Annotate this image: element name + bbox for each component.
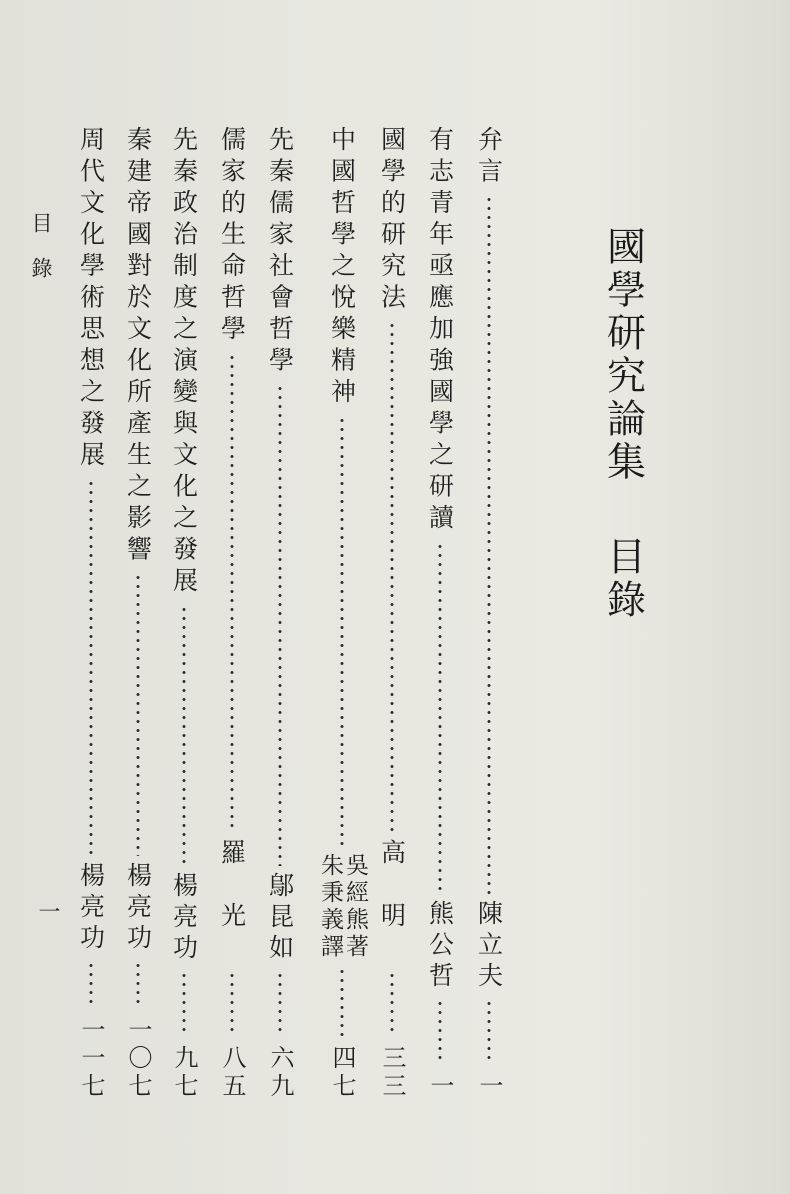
toc-entry-4: [318, 126, 366, 1101]
entry-title: 中國哲學之悅樂精神: [327, 126, 357, 410]
dot-leader: [136, 573, 140, 856]
entry-author: 熊公哲: [425, 900, 455, 993]
dot-leader: [182, 971, 186, 1037]
book-title: 國學研究論集: [600, 226, 646, 484]
dot-leader: [89, 961, 93, 1009]
toc-entry-8: [121, 126, 155, 1101]
dot-leader: [230, 353, 234, 834]
entry-author: 羅光: [217, 839, 247, 965]
entry-author: 楊亮功: [76, 862, 106, 955]
page-number: 一: [35, 900, 60, 922]
entry-author: 陳立夫: [474, 900, 504, 993]
dot-leader: [390, 971, 394, 1037]
entry-author: 吳經熊著: [342, 853, 368, 961]
toc-entry-2: [423, 126, 457, 1101]
toc-entry-1: [472, 126, 506, 1101]
dot-leader: [340, 967, 344, 1037]
entry-title: 弁言: [474, 126, 504, 189]
dot-leader: [182, 605, 186, 867]
title-block: [598, 226, 648, 666]
entry-page: 一一七: [77, 1017, 105, 1101]
toc-entry-5: [263, 126, 297, 1101]
entry-page: 九七: [170, 1045, 198, 1101]
dot-leader: [89, 479, 93, 857]
entry-page: 六九: [266, 1045, 294, 1101]
entry-translator: 朱秉義譯: [317, 853, 343, 961]
toc-entry-9: [74, 126, 108, 1101]
entry-page: 一〇七: [124, 1017, 152, 1101]
entry-page: 一: [426, 1073, 454, 1101]
dot-leader: [278, 384, 282, 866]
entry-title: 先秦政治制度之演變與文化之發展: [169, 126, 199, 599]
dot-leader: [230, 971, 234, 1037]
entry-page: 三三: [378, 1045, 406, 1101]
entry-author: 高明: [377, 839, 407, 965]
entry-title: 有志青年亟應加強國學之研讀: [425, 126, 455, 536]
entry-author: 楊亮功: [123, 862, 153, 955]
dot-leader: [340, 416, 344, 848]
entry-title: 周代文化學術思想之發展: [76, 126, 106, 473]
entry-page: 一: [475, 1073, 503, 1101]
toc-entry-6: [215, 126, 249, 1101]
toc-entry-3: [375, 126, 409, 1101]
dot-leader: [390, 321, 394, 833]
entry-authors: [318, 853, 366, 961]
toc-entry-7: [167, 126, 201, 1101]
dot-leader: [136, 961, 140, 1009]
section-title: 目錄: [600, 536, 646, 622]
entry-title: 秦建帝國對於文化所產生之影響: [123, 126, 153, 567]
running-head: 目錄: [29, 212, 53, 302]
dot-leader: [487, 195, 491, 894]
show-through-1: [700, 128, 720, 428]
entry-author: 鄔昆如: [265, 872, 295, 965]
entry-author: 楊亮功: [169, 872, 199, 965]
entry-title: 儒家的生命哲學: [217, 126, 247, 347]
dot-leader: [278, 971, 282, 1037]
dot-leader: [438, 542, 442, 895]
entry-title: 先秦儒家社會哲學: [265, 126, 295, 378]
entry-page: 八五: [218, 1045, 246, 1101]
dot-leader: [487, 999, 491, 1065]
entry-title: 國學的研究法: [377, 126, 407, 315]
entry-page: 四七: [328, 1045, 356, 1101]
dot-leader: [438, 999, 442, 1065]
